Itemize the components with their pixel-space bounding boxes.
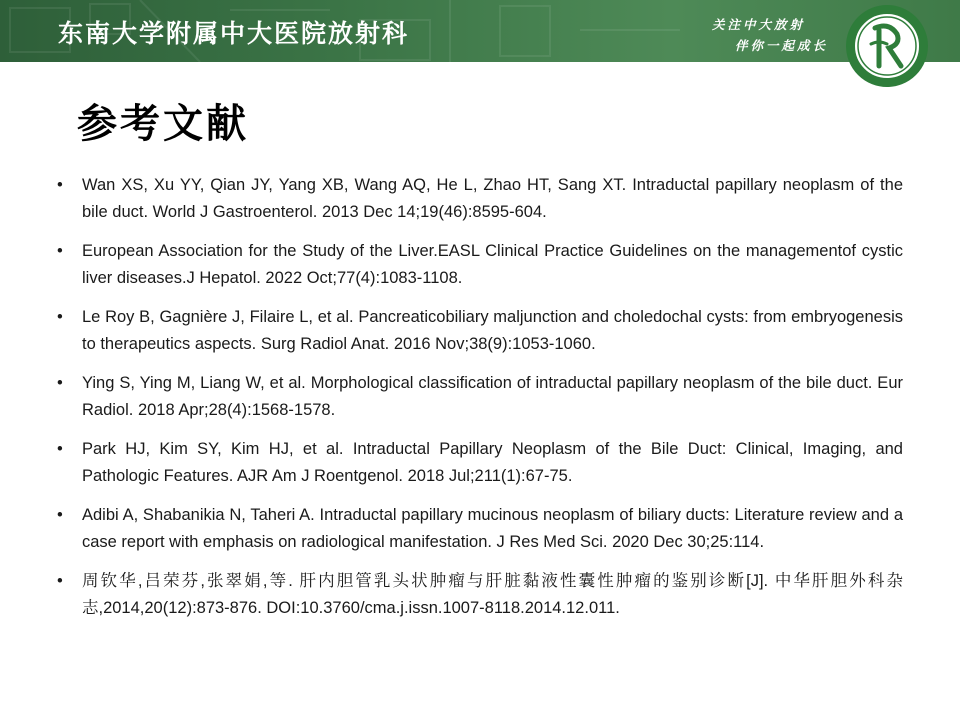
reference-item: [57, 370, 903, 424]
bullet: •: [57, 242, 63, 260]
bullet: •: [57, 440, 63, 458]
bullet: •: [57, 374, 63, 392]
reference-text: 周钦华,吕荣芬,张翠娟,等. 肝内胆管乳头状肿瘤与肝脏黏液性囊性肿瘤的鉴别诊断[J]. 中华肝胆外科杂志,2014,20(12):873-876. DOI:10.3760/cma.j.issn.1007-8118.2014.12.011.: [82, 572, 903, 617]
bullet: •: [57, 308, 63, 326]
reference-text: European Association for the Study of the Liver.EASL Clinical Practice Guidelines on the managementof cystic liver diseases.J Hepatol. 2022 Oct;77(4):1083-1108.: [82, 242, 903, 287]
bullet: •: [57, 506, 63, 524]
bullet: •: [57, 572, 63, 590]
header-banner: [0, 0, 960, 62]
reference-list: [57, 172, 903, 634]
page-title: 参考文献: [77, 101, 249, 147]
reference-text: Park HJ, Kim SY, Kim HJ, et al. Intraductal Papillary Neoplasm of the Bile Duct: Clinical, Imaging, and Pathologic Features. AJR Am J Roentgenol. 2018 Jul;211(1):67-75.: [82, 440, 903, 485]
reference-item: [57, 238, 903, 292]
reference-text: Adibi A, Shabanikia N, Taheri A. Intraductal papillary mucinous neoplasm of biliary ducts: Literature review and a case report with emphasis on radiological manifestation. J Res Med Sci. 2020 Dec 30;25:114.: [82, 506, 903, 551]
reference-item: [57, 304, 903, 358]
slogan-line-1: 关注中大放射: [712, 17, 806, 32]
reference-item: [57, 436, 903, 490]
hospital-logo-icon: [845, 4, 929, 88]
reference-text: Ying S, Ying M, Liang W, et al. Morphological classification of intraductal papillary neoplasm of the bile duct. Eur Radiol. 2018 Apr;28(4):1568-1578.: [82, 374, 903, 419]
bullet: •: [57, 176, 63, 194]
reference-item: [57, 568, 903, 622]
reference-item: [57, 172, 903, 226]
reference-text: Wan XS, Xu YY, Qian JY, Yang XB, Wang AQ, He L, Zhao HT, Sang XT. Intraductal papillary neoplasm of the bile duct. World J Gastroenterol. 2013 Dec 14;19(46):8595-604.: [82, 176, 903, 221]
slogan-line-2: 伴你一起成长: [735, 38, 829, 53]
reference-text: Le Roy B, Gagnière J, Filaire L, et al. Pancreaticobiliary maljunction and choledochal cysts: from embryogenesis to therapeutics aspects. Surg Radiol Anat. 2016 Nov;38(9):1053-1060.: [82, 308, 903, 353]
reference-item: [57, 502, 903, 556]
hospital-department-title: 东南大学附属中大医院放射科: [58, 19, 410, 48]
